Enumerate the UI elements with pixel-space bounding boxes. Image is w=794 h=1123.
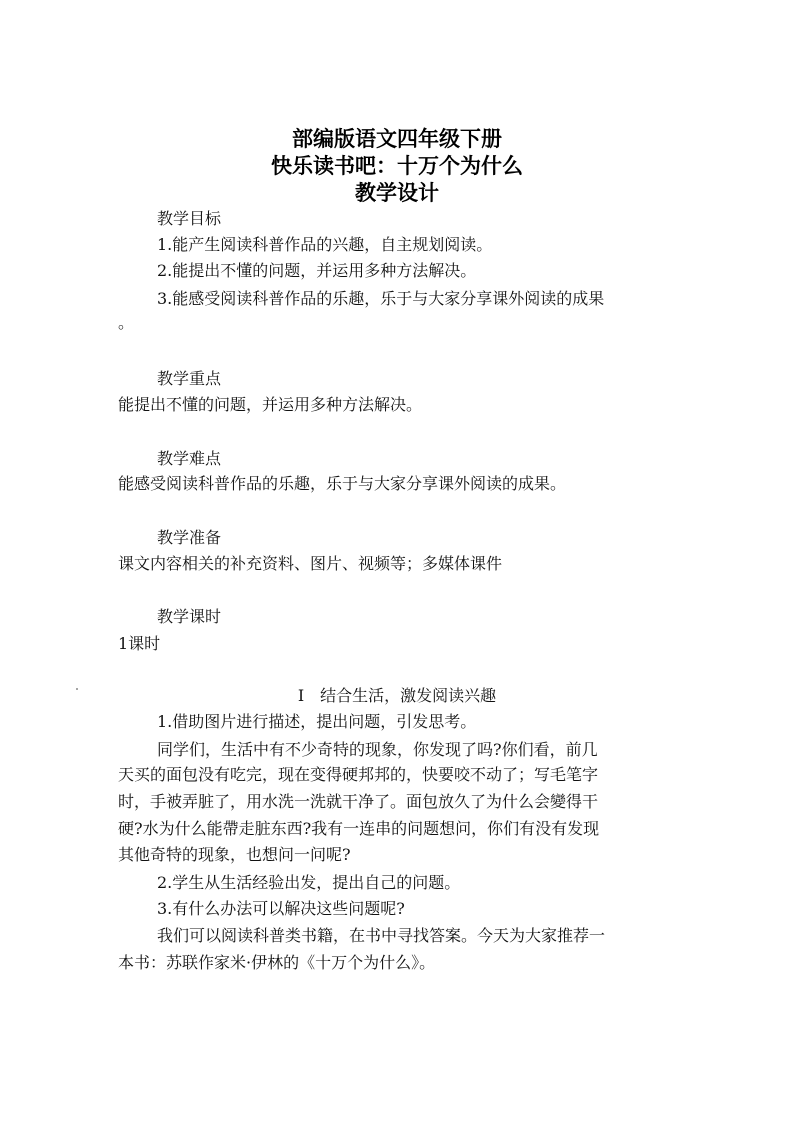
difficulty-heading: 教学难点 (157, 449, 222, 468)
objectives-heading: 教学目标 (157, 209, 222, 228)
section-1-numeral: Ⅰ (297, 686, 305, 705)
objective-item-2: 2.能提出不懂的问题，并运用多种方法解决。 (157, 261, 477, 280)
key-point-text: 能提出不懂的问题，并运用多种方法解决。 (118, 395, 423, 414)
section-1-step-3: 3.有什么办法可以解决这些问题呢? (157, 899, 405, 918)
title-line-1: 部编版语文四年级下册 (292, 127, 502, 151)
section-1-para-1-line-1: 同学们，生活中有不少奇特的现象，你发现了吗?你们看，前几 (157, 740, 598, 759)
title-line-2: 快乐读书吧：十万个为什么 (271, 154, 523, 178)
objective-item-3: 3.能感受阅读科普作品的乐趣，乐于与大家分享课外阅读的成果 (157, 289, 605, 308)
preparation-text: 课文内容相关的补充资料、图片、视频等；多媒体课件 (118, 554, 503, 573)
section-1-step-2: 2.学生从生活经验出发，提出自己的问题。 (157, 873, 461, 892)
title-line-3: 教学设计 (355, 181, 439, 205)
objective-item-3-wrap: 。 (118, 313, 135, 332)
section-1-para-1-line-3: 时，手被弄脏了，用水洗一洗就干净了。面包放久了为什么会變得干 (118, 792, 599, 811)
section-1-para-1-line-4: 硬?水为什么能帶走脏东西?我有一连串的问题想问，你们有没有发现 (118, 819, 600, 838)
preparation-heading: 教学准备 (157, 528, 222, 547)
section-1-title: 结合生活，激发阅读兴趣 (320, 686, 497, 705)
section-1-para-2-line-2: 本书：苏联作家米·伊林的《十万个为什么》。 (118, 953, 436, 972)
section-1-para-2-line-1: 我们可以阅读科普类书籍，在书中寻找答案。今天为大家推荐一 (157, 926, 606, 945)
objective-item-1: 1.能产生阅读科普作品的兴趣，自主规划阅读。 (157, 235, 493, 254)
periods-heading: 教学课时 (157, 607, 222, 626)
section-1-heading (0, 685, 794, 707)
section-1-step-1: 1.借助图片进行描述，提出问题，引发思考。 (157, 712, 477, 731)
difficulty-text: 能感受阅读科普作品的乐趣，乐于与大家分享课外阅读的成果。 (118, 474, 567, 493)
section-1-para-1-line-5: 其他奇特的现象，也想问一问呢? (118, 845, 351, 864)
periods-text: 1课时 (118, 634, 161, 653)
key-point-heading: 教学重点 (157, 369, 222, 388)
section-1-para-1-line-2: 天买的面包没有吃完，现在变得硬邦邦的，快要咬不动了；写毛笔字 (118, 765, 599, 784)
